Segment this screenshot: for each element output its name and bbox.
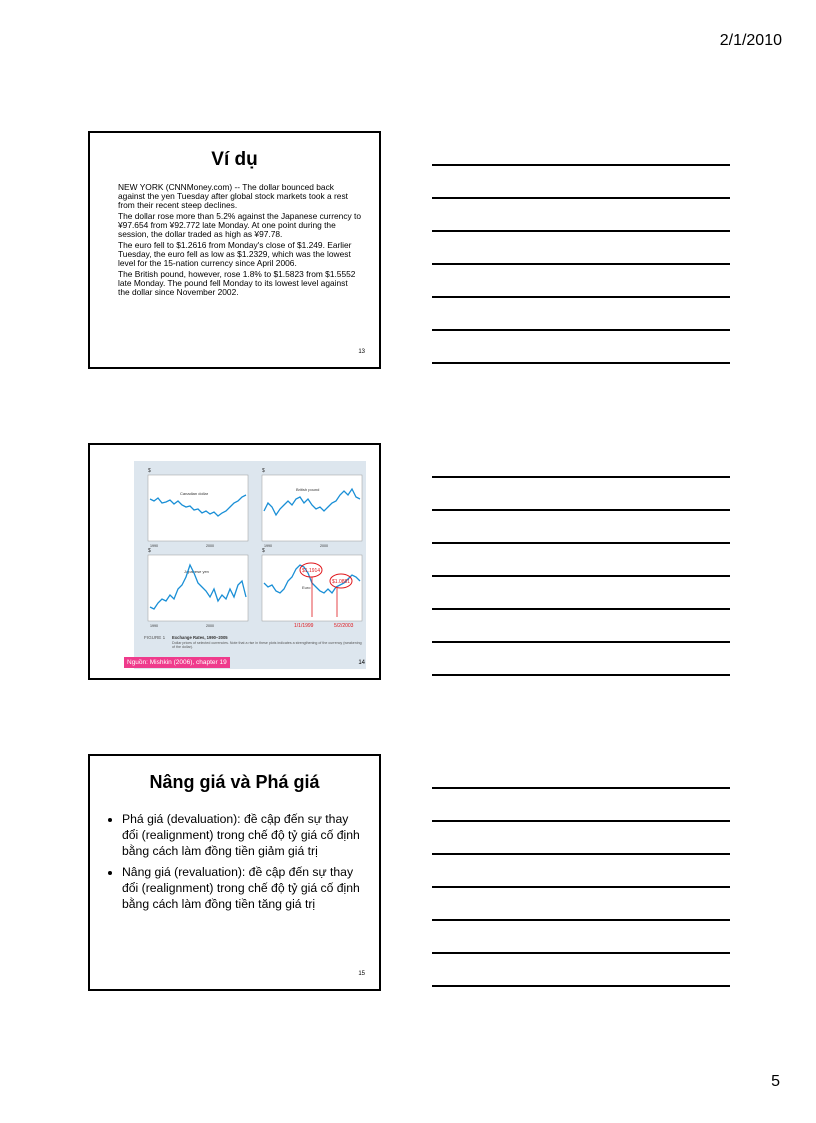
source-label: Nguồn: Mishkin (2006), chapter 19 (124, 657, 230, 668)
note-line (432, 542, 730, 544)
panel-label: British pound (296, 487, 320, 492)
slide-title: Nâng giá và Phá giá (149, 772, 320, 792)
page-number: 5 (771, 1073, 780, 1090)
x-tick: 1990 (150, 544, 158, 548)
annotation-date: 5/2/2003 (334, 623, 354, 629)
note-line (432, 230, 730, 232)
bullet-item: • Phá giá (devaluation): đề cập đến sự thay đổi (realignment) trong chế độ tỷ giá cố định bằng cách làm đồng tiền giảm giá trị (122, 811, 367, 859)
figure-label: FIGURE 1 (144, 635, 166, 640)
note-line (432, 296, 730, 298)
panel-canadian-dollar (148, 475, 248, 541)
paragraph: The British pound, however, rose 1.8% to $1.5823 from $1.5552 late Monday. The pound fell Monday to its lowest level against the dollar since November 2002. (118, 269, 356, 297)
axis-unit: $ (262, 548, 265, 554)
note-line (432, 575, 730, 577)
panel-label: Euro (302, 585, 311, 590)
slide-title: Ví dụ (211, 149, 258, 170)
note-line (432, 853, 730, 855)
note-line (432, 820, 730, 822)
note-line (432, 787, 730, 789)
slide-number: 14 (358, 660, 365, 666)
panel-label: Japanese yen (184, 569, 209, 574)
annotation-date: 1/1/1999 (294, 623, 314, 629)
paragraph: The dollar rose more than 5.2% against the Japanese currency to ¥97.654 from ¥92.772 late Monday. At one point during the session, the dollar traded as high as ¥97.78. (118, 211, 362, 239)
x-tick: 1990 (150, 624, 158, 628)
note-line (432, 164, 730, 166)
note-line (432, 674, 730, 676)
bullet-item: • Nâng giá (revaluation): đề cập đến sự thay đổi (realignment) trong chế độ tỷ giá cố định bằng cách làm đồng tiền tăng giá trị (122, 864, 367, 912)
slide-body (118, 183, 361, 297)
figure-caption: Dollar prices of selected currencies. Note that a rise in these plots indicates a strengthening of the currency (weakening of the dollar). (172, 641, 362, 649)
note-line (432, 641, 730, 643)
slide-number: 13 (358, 349, 365, 355)
x-tick: 1990 (264, 544, 272, 548)
x-tick: 2000 (320, 544, 328, 548)
paragraph: The euro fell to $1.2616 from Monday's close of $1.249. Earlier Tuesday, the euro fell as low as $1.2329, which was the lowest level for the 15-nation currency since April 2006. (118, 240, 352, 268)
figure-title: Exchange Rates, 1990–2005 (172, 635, 228, 640)
axis-unit: $ (148, 468, 151, 474)
exchange-rate-figure (134, 461, 366, 669)
note-line (432, 509, 730, 511)
paragraph: NEW YORK (CNNMoney.com) -- The dollar bounced back against the yen Tuesday after global stock markets took a rest from their recent steep declines. (118, 182, 348, 210)
note-line (432, 886, 730, 888)
note-line (432, 608, 730, 610)
note-line (432, 919, 730, 921)
notes-lines-13 (432, 164, 730, 395)
note-line (432, 329, 730, 331)
x-tick: 2000 (206, 624, 214, 628)
slide-13 (88, 131, 381, 369)
note-line (432, 263, 730, 265)
slide-15 (88, 754, 381, 991)
note-line (432, 197, 730, 199)
x-tick: 2000 (206, 544, 214, 548)
panel-label: Canadian dollar (180, 491, 209, 496)
slide-14 (88, 443, 381, 680)
annotation-label: $1.1914 (302, 568, 321, 574)
axis-unit: $ (148, 548, 151, 554)
axis-unit: $ (262, 468, 265, 474)
note-line (432, 985, 730, 987)
panel-japanese-yen (148, 555, 248, 621)
note-line (432, 362, 730, 364)
slide-number: 15 (358, 971, 365, 977)
bullet-list (90, 811, 367, 912)
page-date: 2/1/2010 (719, 32, 782, 49)
annotation-label: $1.0881 (332, 579, 351, 585)
notes-lines-14 (432, 476, 730, 707)
notes-lines-15 (432, 787, 730, 1018)
note-line (432, 952, 730, 954)
panel-british-pound (262, 475, 362, 541)
note-line (432, 476, 730, 478)
